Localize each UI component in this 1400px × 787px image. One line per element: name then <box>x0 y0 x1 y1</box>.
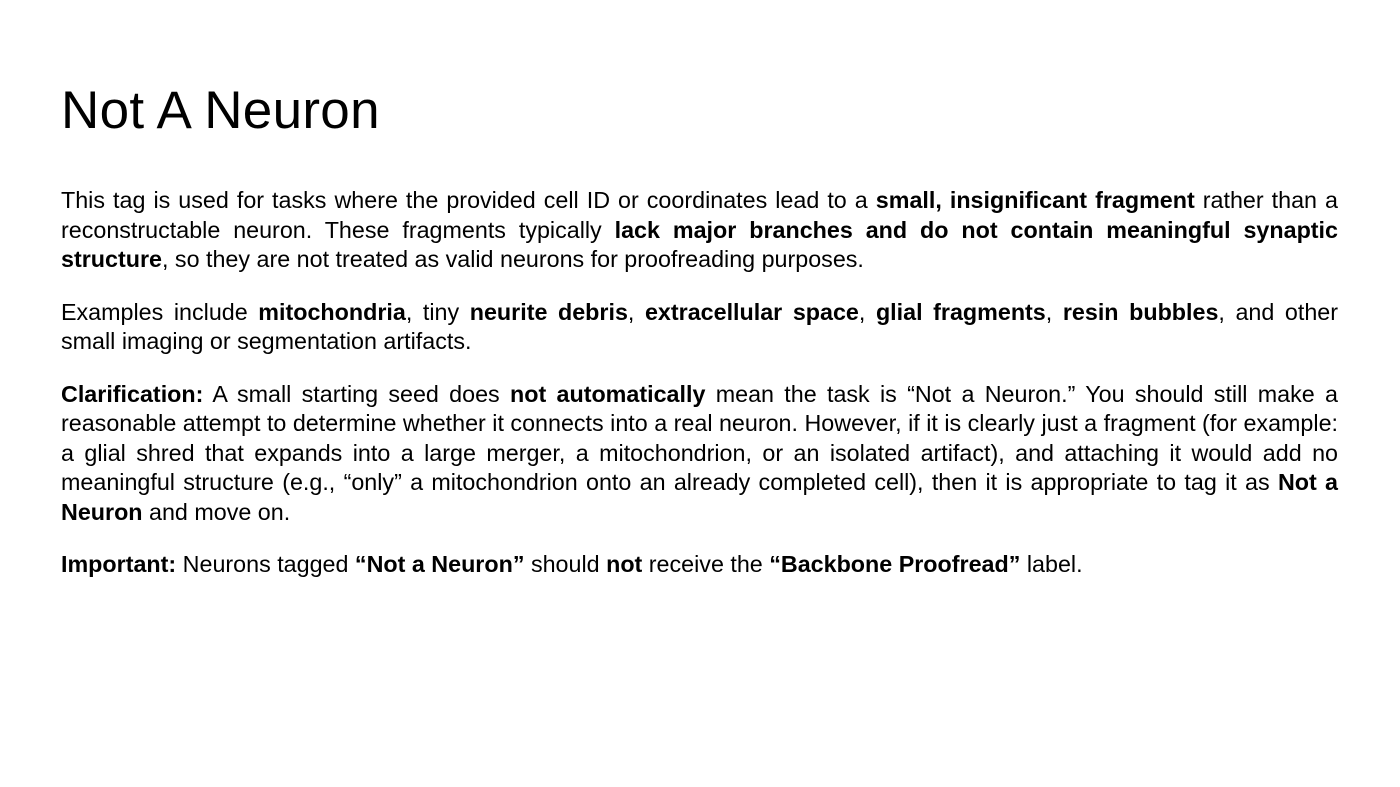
text-run: This tag is used for tasks where the provided cell ID or coordinates lead to a <box>61 187 876 213</box>
paragraph-3 <box>61 380 1338 528</box>
text-run: should <box>524 551 607 577</box>
bold-text: small, insignificant fragment <box>875 187 1195 213</box>
bold-text: mitochondria <box>258 298 406 325</box>
bold-text: glial fragments <box>875 298 1046 325</box>
text-run: label. <box>1020 551 1083 577</box>
bold-text: not automatically <box>509 380 706 407</box>
bold-text: “Backbone Proofread” <box>769 551 1021 577</box>
bold-text: not <box>606 551 643 577</box>
paragraph-1 <box>61 186 1338 275</box>
bold-text: Not a Neuron <box>61 469 1339 525</box>
bold-text: “Not a Neuron” <box>354 551 525 577</box>
text-run: , <box>1045 298 1063 325</box>
text-run: and move on. <box>142 498 291 525</box>
text-run: , <box>858 298 876 325</box>
text-run: receive the <box>642 551 770 577</box>
bold-text: Important: <box>61 551 177 577</box>
text-run: , tiny <box>405 298 470 325</box>
text-run: Neurons tagged <box>176 551 355 577</box>
slide-body <box>61 186 1338 603</box>
text-run: , <box>627 298 645 325</box>
bold-text: resin bubbles <box>1062 298 1219 325</box>
text-run: rather than a reconstructable neuron. These fragments typically <box>61 187 1339 243</box>
text-run: mean the task is “Not a Neuron.” You should still make a reasonable attempt to determine whether it connects into a real neuron. However, if it is clearly just a fragment (for example: a glial shred that expands into a large merger, a mitochondrion, or an isolated artifact), and attaching it would add no meaningful structure (e.g., “only” a mitochondrion onto an already completed cell), then it is appropriate to tag it as <box>61 380 1338 495</box>
text-run: A small starting seed does <box>203 380 510 407</box>
bold-text: neurite debris <box>469 298 628 325</box>
paragraph-2 <box>61 298 1338 357</box>
text-run: , so they are not treated as valid neurons for proofreading purposes. <box>161 246 864 272</box>
text-run: Examples include <box>61 298 259 325</box>
bold-text: lack major branches and do not contain meaningful synaptic structure <box>61 216 1338 272</box>
paragraph-4 <box>61 550 1338 580</box>
bold-text: extracellular space <box>644 298 859 325</box>
bold-text: Clarification: <box>61 380 204 407</box>
text-run: , and other small imaging or segmentation artifacts. <box>61 298 1339 354</box>
page-title: Not A Neuron <box>61 81 380 140</box>
